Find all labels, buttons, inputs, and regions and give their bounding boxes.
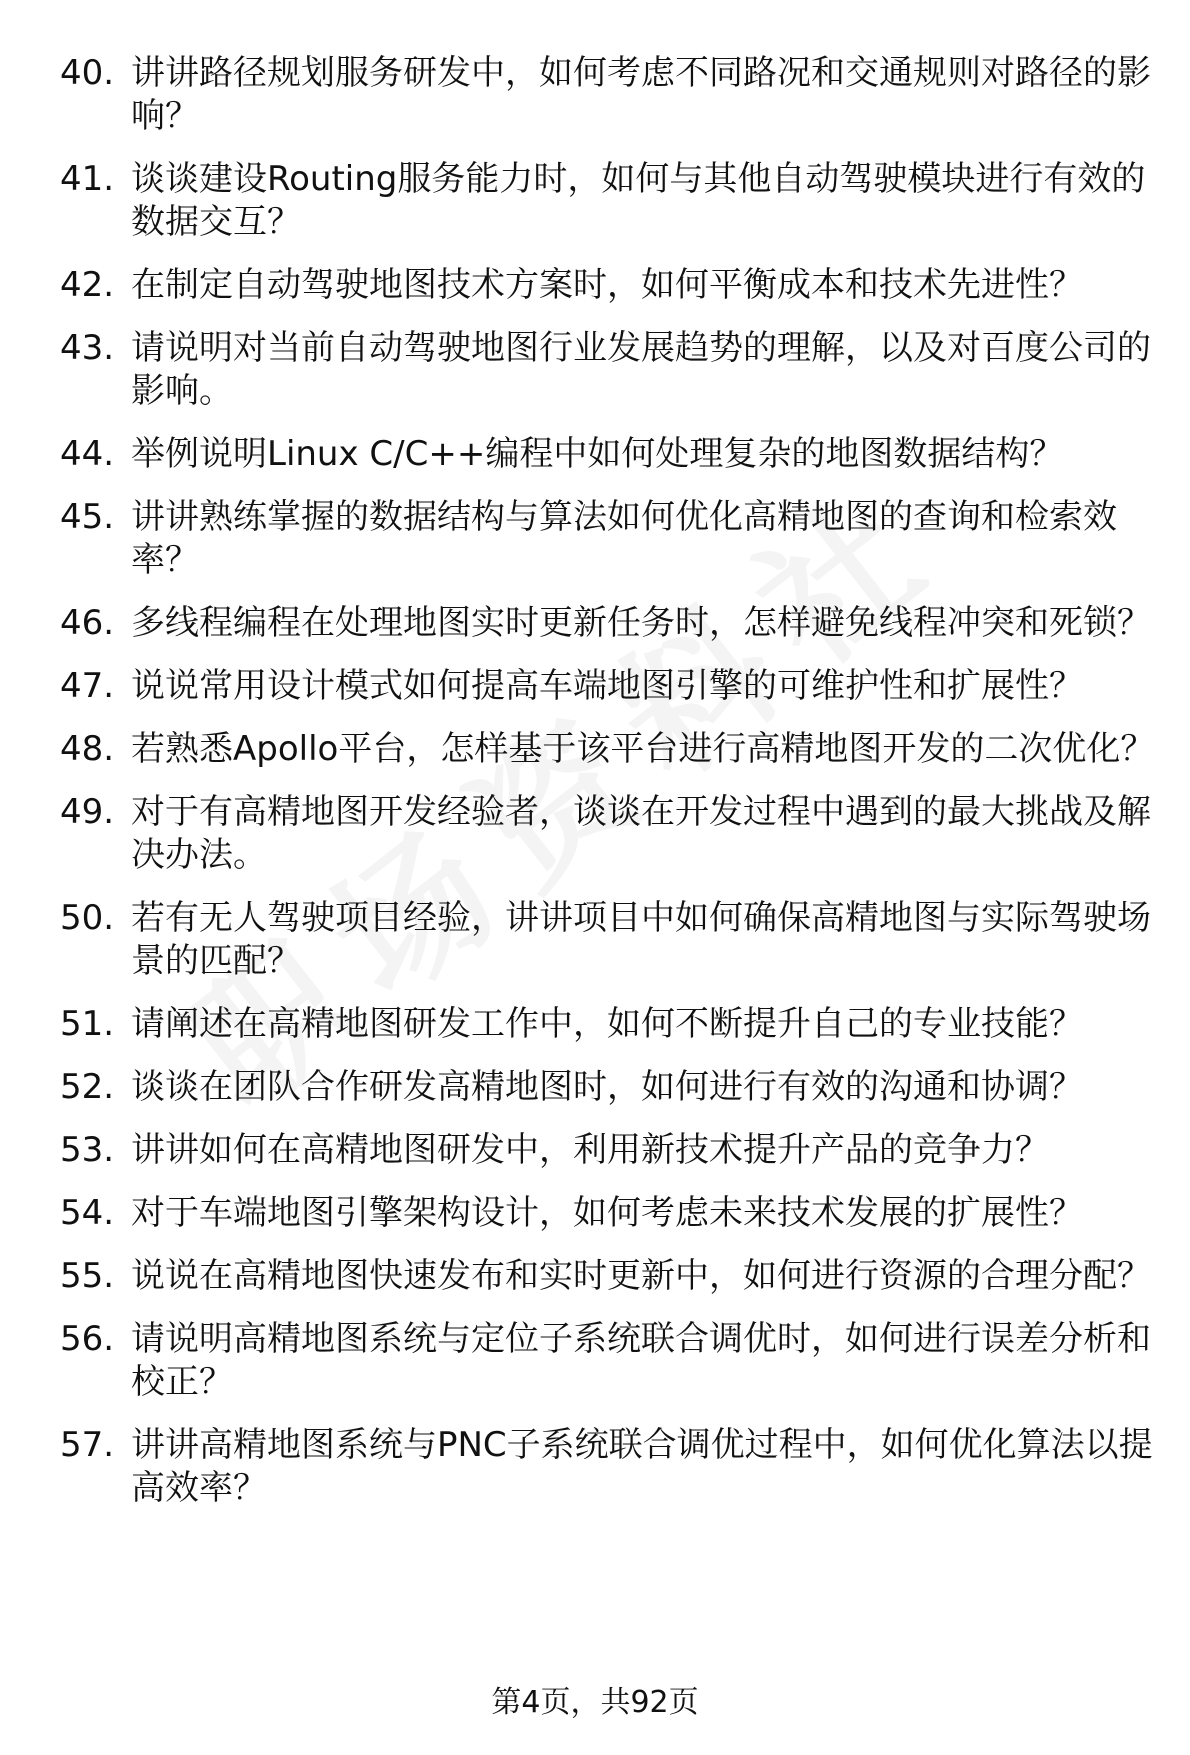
question-number: 51. bbox=[60, 1004, 115, 1044]
question-item bbox=[60, 1192, 1160, 1235]
question-item bbox=[60, 897, 1160, 983]
question-item bbox=[60, 264, 1160, 307]
question-number: 43. bbox=[60, 328, 115, 368]
question-item bbox=[60, 327, 1160, 413]
question-text: 谈谈在团队合作研发高精地图时，如何进行有效的沟通和协调？ bbox=[131, 1067, 1083, 1107]
question-text: 对于车端地图引擎架构设计，如何考虑未来技术发展的扩展性？ bbox=[131, 1193, 1083, 1233]
question-number: 56. bbox=[60, 1319, 115, 1359]
question-text: 对于有高精地图开发经验者，谈谈在开发过程中遇到的最大挑战及解决办法。 bbox=[131, 792, 1151, 875]
question-number: 49. bbox=[60, 792, 115, 832]
question-item bbox=[60, 1255, 1160, 1298]
question-number: 40. bbox=[60, 53, 115, 93]
question-number: 41. bbox=[60, 159, 115, 199]
question-number: 46. bbox=[60, 603, 115, 643]
question-text: 请说明对当前自动驾驶地图行业发展趋势的理解，以及对百度公司的影响。 bbox=[131, 328, 1151, 411]
question-item bbox=[60, 52, 1160, 138]
question-list bbox=[60, 52, 1160, 1530]
question-number: 55. bbox=[60, 1256, 115, 1296]
question-item bbox=[60, 496, 1160, 582]
question-text: 若熟悉Apollo平台，怎样基于该平台进行高精地图开发的二次优化？ bbox=[131, 729, 1155, 769]
question-item bbox=[60, 1318, 1160, 1404]
question-number: 52. bbox=[60, 1067, 115, 1107]
question-item bbox=[60, 665, 1160, 708]
question-item bbox=[60, 791, 1160, 877]
question-text: 说说在高精地图快速发布和实时更新中，如何进行资源的合理分配？ bbox=[131, 1256, 1151, 1296]
question-text: 讲讲高精地图系统与PNC子系统联合调优过程中，如何优化算法以提高效率？ bbox=[131, 1425, 1153, 1508]
question-text: 多线程编程在处理地图实时更新任务时，怎样避免线程冲突和死锁？ bbox=[131, 603, 1151, 643]
question-number: 44. bbox=[60, 434, 115, 474]
question-text: 讲讲路径规划服务研发中，如何考虑不同路况和交通规则对路径的影响？ bbox=[131, 53, 1151, 136]
question-number: 48. bbox=[60, 729, 115, 769]
question-number: 50. bbox=[60, 898, 115, 938]
question-item bbox=[60, 1066, 1160, 1109]
question-number: 47. bbox=[60, 666, 115, 706]
question-item bbox=[60, 433, 1160, 476]
question-text: 讲讲熟练掌握的数据结构与算法如何优化高精地图的查询和检索效率？ bbox=[131, 497, 1117, 580]
question-text: 在制定自动驾驶地图技术方案时，如何平衡成本和技术先进性？ bbox=[131, 265, 1083, 305]
question-text: 请说明高精地图系统与定位子系统联合调优时，如何进行误差分析和校正？ bbox=[131, 1319, 1151, 1402]
question-text: 讲讲如何在高精地图研发中，利用新技术提升产品的竞争力？ bbox=[131, 1130, 1049, 1170]
question-number: 45. bbox=[60, 497, 115, 537]
question-text: 请阐述在高精地图研发工作中，如何不断提升自己的专业技能？ bbox=[131, 1004, 1083, 1044]
question-number: 57. bbox=[60, 1425, 115, 1465]
question-item bbox=[60, 158, 1160, 244]
question-number: 42. bbox=[60, 265, 115, 305]
question-item bbox=[60, 602, 1160, 645]
page-footer: 第4页，共92页 bbox=[491, 1685, 699, 1720]
question-text: 谈谈建设Routing服务能力时，如何与其他自动驾驶模块进行有效的数据交互？ bbox=[131, 159, 1146, 242]
question-number: 54. bbox=[60, 1193, 115, 1233]
question-number: 53. bbox=[60, 1130, 115, 1170]
question-text: 若有无人驾驶项目经验，讲讲项目中如何确保高精地图与实际驾驶场景的匹配？ bbox=[131, 898, 1151, 981]
question-text: 举例说明Linux C/C++编程中如何处理复杂的地图数据结构？ bbox=[131, 434, 1064, 474]
question-text: 说说常用设计模式如何提高车端地图引擎的可维护性和扩展性？ bbox=[131, 666, 1083, 706]
question-item bbox=[60, 1003, 1160, 1046]
question-item bbox=[60, 1424, 1160, 1510]
question-item bbox=[60, 1129, 1160, 1172]
question-item bbox=[60, 728, 1160, 771]
